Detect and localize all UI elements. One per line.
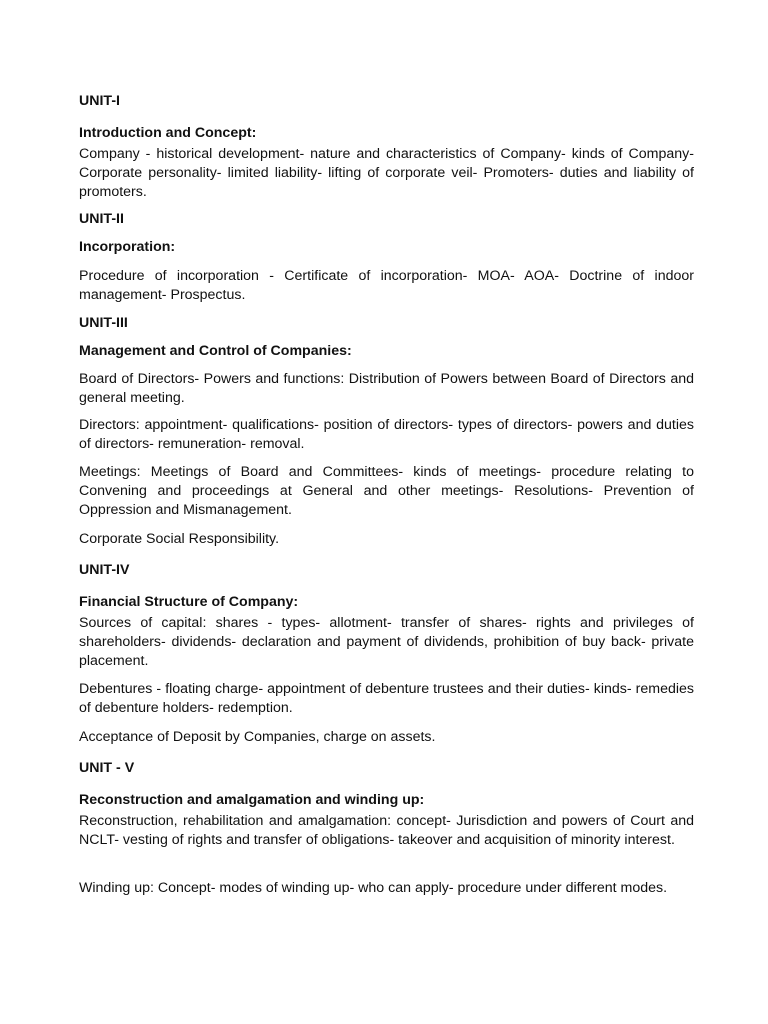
unit-5-label: UNIT - V — [79, 760, 135, 776]
unit-1-label: UNIT-I — [79, 93, 120, 109]
unit-1-heading: Introduction and Concept: — [79, 125, 257, 141]
unit-4-label: UNIT-IV — [79, 562, 130, 578]
unit-3-paragraph-4: Corporate Social Responsibility. — [79, 531, 280, 547]
unit-3-paragraph-3: Meetings: Meetings of Board and Committees- kinds of meetings- procedure relating to Convening and proceedings at General and other meetings- Resolutions- Prevention of Oppression and Mismanagement. — [79, 464, 694, 518]
unit-2-label: UNIT-II — [79, 211, 124, 227]
unit-5-heading: Reconstruction and amalgamation and winding up: — [79, 792, 425, 808]
unit-4-paragraph-3: Acceptance of Deposit by Companies, charge on assets. — [79, 729, 436, 745]
unit-3-heading: Management and Control of Companies: — [79, 343, 352, 359]
unit-4-paragraph-1: Sources of capital: shares - types- allotment- transfer of shares- rights and privileges of shareholders- dividends- declaration and payment of dividends, prohibition of buy back- private placement. — [79, 615, 694, 669]
unit-2-paragraph-1: Procedure of incorporation - Certificate of incorporation- MOA- AOA- Doctrine of indoor management- Prospectus. — [79, 268, 694, 303]
unit-1-paragraph-1: Company - historical development- nature and characteristics of Company- kinds of Company- Corporate personality- limited liability- lifting of corporate veil- Promoters- duties and liability of promoters. — [79, 146, 694, 200]
unit-3-paragraph-2: Directors: appointment- qualifications- position of directors- types of directors- powers and duties of directors- remuneration- removal. — [79, 417, 694, 452]
unit-3-paragraph-1: Board of Directors- Powers and functions: Distribution of Powers between Board of Directors and general meeting. — [79, 371, 694, 406]
unit-5-paragraph-1: Reconstruction, rehabilitation and amalgamation: concept- Jurisdiction and powers of Court and NCLT- vesting of rights and transfer of obligations- takeover and acquisition of minority interest. — [79, 813, 694, 848]
unit-5-paragraph-2: Winding up: Concept- modes of winding up- who can apply- procedure under different modes. — [79, 880, 668, 896]
unit-4-heading: Financial Structure of Company: — [79, 594, 299, 610]
unit-4-paragraph-2: Debentures - floating charge- appointment of debenture trustees and their duties- kinds- remedies of debenture holders- redemption. — [79, 681, 694, 716]
unit-3-label: UNIT-III — [79, 315, 128, 331]
unit-2-heading: Incorporation: — [79, 239, 176, 255]
